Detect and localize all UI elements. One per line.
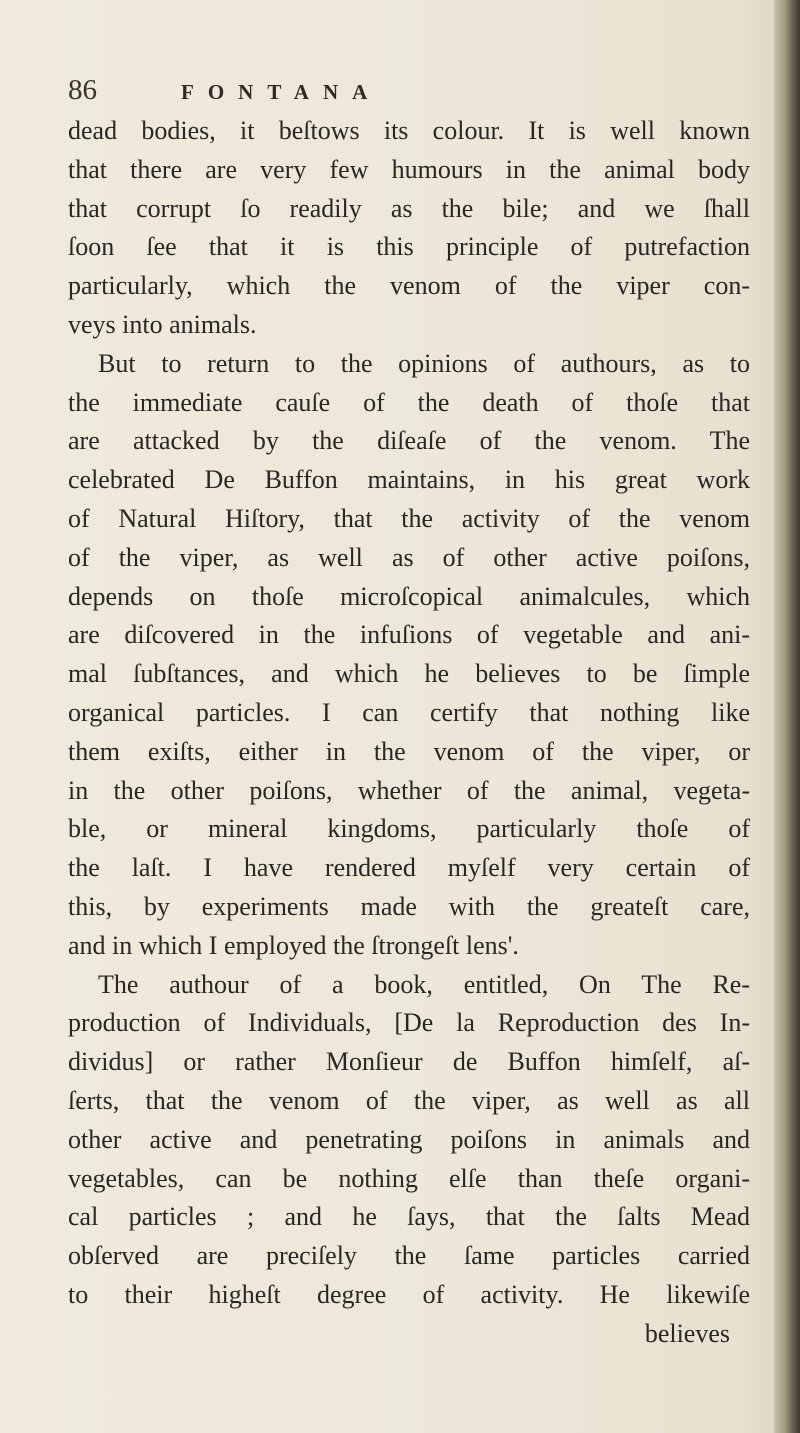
text-line: to their higheſt degree of activity. He likewiſe (68, 1279, 750, 1309)
text-line: depends on thoſe microſcopical animalcules, which (68, 581, 750, 611)
running-head: FONTANA (181, 80, 382, 104)
text-line: ſoon ſee that it is this principle of putrefaction (68, 232, 750, 262)
text-line: that there are very few humours in the animal body (68, 154, 750, 184)
text-line: other active and penetrating poiſons in animals and (68, 1124, 750, 1154)
text-line: this, by experiments made with the greateſt care, (68, 891, 750, 921)
text-line: of the viper, as well as of other active poiſons, (68, 542, 750, 572)
text-line: are diſcovered in the infuſions of vegetable and ani- (68, 620, 750, 650)
text-line: veys into animals. (68, 309, 257, 339)
text-line: production of Individuals, [De la Reproduction des In- (68, 1008, 750, 1038)
text-line: the immediate cauſe of the death of thoſe that (68, 387, 750, 417)
text-line: ſerts, that the venom of the viper, as well as all (68, 1085, 750, 1115)
text-line: in the other poiſons, whether of the animal, vegeta- (68, 775, 750, 805)
text-line: mal ſubſtances, and which he believes to be ſimple (68, 659, 750, 689)
body-text (68, 112, 750, 1354)
catchword: believes (644, 1318, 730, 1348)
text-line: are attacked by the diſeaſe of the venom. The (68, 426, 750, 456)
text-line: dead bodies, it beſtows its colour. It is well known (68, 116, 750, 145)
text-line: celebrated De Buffon maintains, in his great work (68, 465, 750, 495)
binding-gutter (774, 0, 800, 1433)
page-number: 86 (68, 74, 97, 106)
text-line: The authour of a book, entitled, On The Re- (98, 969, 750, 999)
text-line: organical particles. I can certify that nothing like (68, 697, 750, 727)
text-line: that corrupt ſo readily as the bile; and we ſhall (68, 193, 750, 223)
text-line: of Natural Hiſtory, that the activity of the venom (68, 503, 750, 533)
text-line: the laſt. I have rendered myſelf very certain of (68, 853, 750, 883)
text-line: dividus] or rather Monſieur de Buffon himſelf, aſ- (68, 1047, 750, 1077)
text-line: and in which I employed the ſtrongeſt lens'. (68, 930, 519, 960)
text-line: them exiſts, either in the venom of the viper, or (68, 736, 750, 766)
text-line: particularly, which the venom of the viper con- (68, 271, 750, 301)
text-line: cal particles ; and he ſays, that the ſalts Mead (68, 1202, 750, 1232)
text-line: obſerved are preciſely the ſame particles carried (68, 1241, 750, 1271)
text-line: But to return to the opinions of authours, as to (98, 348, 750, 378)
text-line: vegetables, can be nothing elſe than theſe organi- (68, 1163, 750, 1193)
page-header (68, 74, 588, 110)
text-line: ble, or mineral kingdoms, particularly thoſe of (68, 814, 750, 844)
